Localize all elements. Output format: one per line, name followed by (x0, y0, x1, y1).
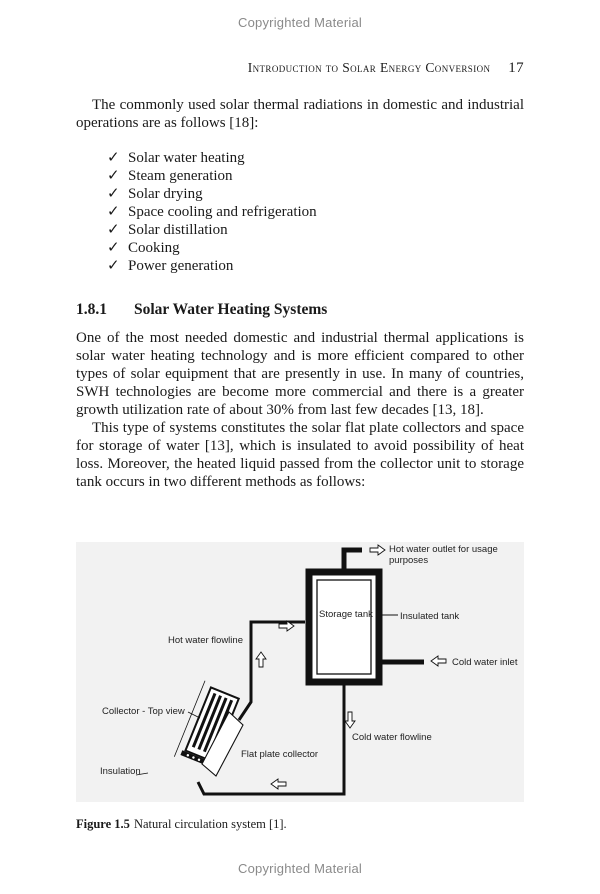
storage-tank (309, 572, 379, 682)
flow-arrow-down-icon (345, 712, 355, 728)
list-item (107, 221, 317, 239)
label-cold-water-flowline: Cold water flowline (352, 732, 432, 743)
natural-circulation-diagram (76, 542, 524, 802)
copyright-watermark-bottom: Copyrighted Material (238, 861, 362, 876)
inlet-arrow-icon (431, 656, 446, 666)
figure-natural-circulation (76, 542, 524, 802)
check-icon: ✓ (107, 204, 120, 220)
label-flat-plate-collector: Flat plate collector (241, 749, 319, 760)
outlet-arrow-icon (370, 545, 385, 555)
figure-caption (76, 817, 287, 832)
check-icon: ✓ (107, 150, 120, 166)
flow-arrow-left-icon (271, 779, 286, 789)
applications-checklist (107, 149, 317, 275)
list-item (107, 185, 317, 203)
label-hot-water-outlet-line2: purposes (389, 555, 429, 566)
list-item (107, 239, 317, 257)
hot-water-outlet-pipe (344, 550, 362, 570)
check-icon: ✓ (107, 222, 120, 238)
figure-caption-text: Natural circulation system [1]. (133, 817, 287, 831)
list-item-text: Solar drying (128, 186, 203, 202)
label-insulated-tank: Insulated tank (400, 611, 460, 622)
list-item-text: Solar distillation (128, 222, 228, 238)
section-heading (76, 301, 327, 319)
label-insulation: Insulation (100, 766, 141, 777)
section-title: Solar Water Heating Systems (134, 301, 328, 318)
check-icon: ✓ (107, 258, 120, 274)
label-collector-top-view: Collector - Top view (102, 706, 185, 717)
label-hot-water-flowline: Hot water flowline (168, 635, 243, 646)
list-item (107, 167, 317, 185)
hot-water-flowline (239, 622, 305, 720)
list-item-text: Space cooling and refrigeration (128, 204, 317, 220)
check-icon: ✓ (107, 240, 120, 256)
list-item-text: Cooking (128, 240, 180, 256)
figure-caption-number: Figure 1.5 (76, 817, 130, 831)
list-item-text: Power generation (128, 258, 234, 274)
running-head-title: Introduction to Solar Energy Conversion (247, 60, 491, 75)
collector-leader (188, 712, 200, 718)
label-hot-water-outlet: Hot water outlet for usage (389, 544, 498, 555)
list-item-text: Solar water heating (128, 150, 245, 166)
list-item-text: Steam generation (128, 168, 233, 184)
intro-paragraph: The commonly used solar thermal radiations in domestic and industrial operations are as follows [18]: (76, 97, 524, 131)
page-number: 17 (508, 60, 524, 76)
list-item (107, 203, 317, 221)
check-icon: ✓ (107, 186, 120, 202)
label-cold-water-inlet: Cold water inlet (452, 657, 518, 668)
list-item (107, 257, 317, 275)
section-number: 1.8.1 (76, 301, 107, 318)
body-paragraph: One of the most needed domestic and industrial thermal applications is solar water heating technology and is more efficient compared to other types of solar equipment that are presently in use. In many of countries, SWH technologies are become more commercial and there is a greater growth utilization rate of about 30% from last few decades [13, 18]. (76, 330, 524, 418)
running-head (76, 60, 524, 77)
copyright-watermark-top: Copyrighted Material (238, 15, 362, 30)
body-paragraph: This type of systems constitutes the solar flat plate collectors and space for storage of water [13], which is insulated to avoid possibility of heat loss. Moreover, the heated liquid passed from the collector unit to storage tank occurs in two different methods as follows: (76, 420, 524, 490)
list-item (107, 149, 317, 167)
flow-arrow-up-icon (256, 652, 266, 667)
label-storage-tank: Storage tank (319, 609, 373, 620)
check-icon: ✓ (107, 168, 120, 184)
